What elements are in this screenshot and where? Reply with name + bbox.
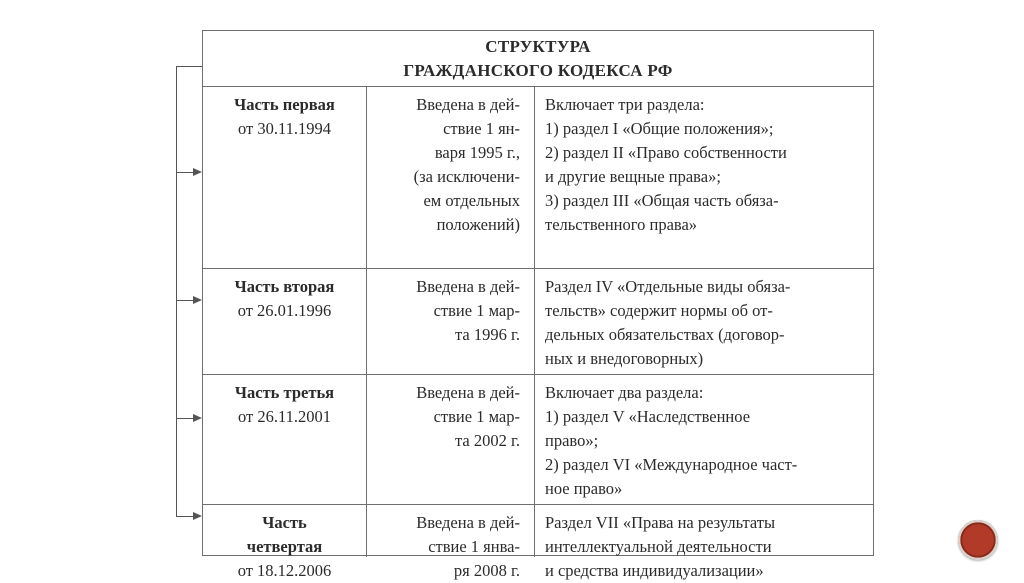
enacted-line: ря 2008 г.: [453, 561, 520, 580]
table-title: [203, 31, 873, 87]
bracket-vertical-line: [176, 66, 177, 517]
part-name-cell: [203, 269, 367, 374]
part-name: Часть первая: [234, 95, 335, 114]
content-line: и средства индивидуализации»: [545, 561, 764, 580]
enacted-line: ствие 1 мар-: [433, 407, 520, 426]
content-line: 3) раздел III «Общая часть обяза-: [545, 191, 779, 210]
part-date: от 26.01.1996: [237, 301, 332, 320]
enacted-line: ствие 1 янва-: [428, 537, 520, 556]
enacted-line: Введена в дей-: [416, 383, 520, 402]
enacted-line: Введена в дей-: [416, 95, 520, 114]
enacted-line: Введена в дей-: [416, 277, 520, 296]
table-row-part-4: [203, 505, 873, 580]
content-line: дельных обязательствах (договор-: [545, 325, 785, 344]
enacted-line: ствие 1 ян-: [443, 119, 520, 138]
part-name: Часть: [262, 513, 307, 532]
content-line: Включает три раздела:: [545, 95, 705, 114]
arrow-part-3: [176, 418, 194, 419]
part-date: от 26.11.2001: [237, 407, 331, 426]
structure-table: [202, 30, 874, 580]
content-line: 1) раздел I «Общие положения»;: [545, 119, 774, 138]
slide-badge-icon: [958, 520, 998, 560]
content-line: ное право»: [545, 479, 623, 498]
content-line: Раздел VII «Права на результаты: [545, 513, 776, 532]
title-line-2: ГРАЖДАНСКОГО КОДЕКСА РФ: [403, 60, 673, 80]
arrow-part-2: [176, 300, 194, 301]
content-cell: [535, 505, 873, 580]
content-line: 1) раздел V «Наследственное: [545, 407, 751, 426]
table-row-part-3: [203, 375, 873, 505]
content-line: Раздел IV «Отдельные виды обяза-: [545, 277, 791, 296]
enacted-cell: [367, 269, 535, 374]
enacted-line: та 2002 г.: [454, 431, 520, 450]
arrow-part-1: [176, 172, 194, 173]
enacted-line: варя 1995 г.,: [434, 143, 520, 162]
content-cell: [535, 87, 873, 268]
enacted-line: положений): [436, 215, 520, 234]
part-name: Часть вторая: [234, 277, 335, 296]
enacted-cell: [367, 505, 535, 580]
table-row-part-1: [203, 87, 873, 269]
arrow-part-4: [176, 516, 194, 517]
enacted-line: ем отдельных: [423, 191, 520, 210]
content-line: ных и внедоговорных): [545, 349, 704, 368]
content-line: интеллектуальной деятельности: [545, 537, 772, 556]
part-date: от 18.12.2006: [237, 561, 332, 580]
content-cell: [535, 375, 873, 504]
enacted-cell: [367, 375, 535, 504]
content-line: право»;: [545, 431, 599, 450]
enacted-cell: [367, 87, 535, 268]
enacted-line: Введена в дей-: [416, 513, 520, 532]
bracket-top-line: [176, 66, 202, 67]
part-name: четвертая: [246, 537, 323, 556]
part-date: от 30.11.1994: [237, 119, 331, 138]
content-line: 2) раздел II «Право собственности: [545, 143, 787, 162]
part-name: Часть третья: [234, 383, 335, 402]
enacted-line: (за исключени-: [413, 167, 520, 186]
table-row-part-2: [203, 269, 873, 375]
content-cell: [535, 269, 873, 374]
enacted-line: та 1996 г.: [454, 325, 520, 344]
enacted-line: ствие 1 мар-: [433, 301, 520, 320]
content-line: 2) раздел VI «Международное част-: [545, 455, 798, 474]
title-line-1: СТРУКТУРА: [485, 36, 591, 56]
content-line: и другие вещные права»;: [545, 167, 721, 186]
content-line: Включает два раздела:: [545, 383, 704, 402]
content-line: тельств» содержит нормы об от-: [545, 301, 773, 320]
content-line: тельственного права»: [545, 215, 698, 234]
part-name-cell: [203, 505, 367, 580]
part-name-cell: [203, 87, 367, 268]
part-name-cell: [203, 375, 367, 504]
